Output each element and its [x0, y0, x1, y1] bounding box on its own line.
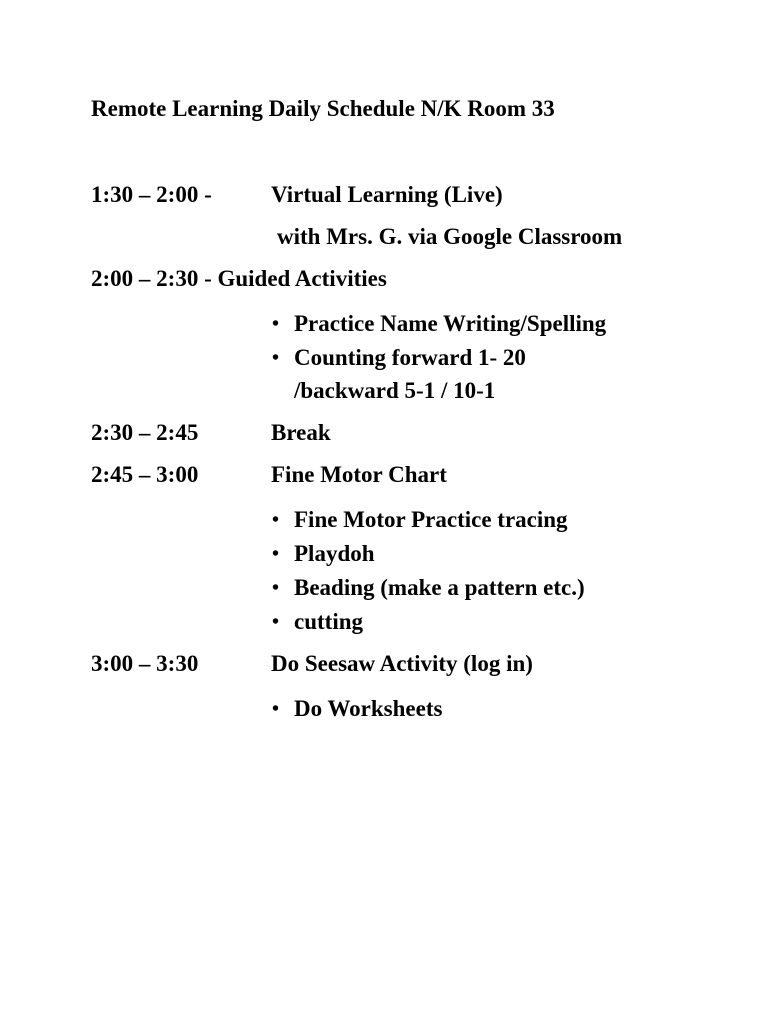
bullet-icon: • — [272, 313, 280, 335]
bullet-icon: • — [272, 347, 280, 369]
bullet-item: Playdoh — [294, 541, 375, 566]
activity-virtual-learning: Virtual Learning (Live) — [271, 182, 503, 207]
time-slot-1: 1:30 – 2:00 - — [91, 182, 212, 207]
bullet-icon: • — [272, 577, 280, 599]
bullet-item-continuation: /backward 5-1 / 10-1 — [294, 378, 496, 403]
page-title: Remote Learning Daily Schedule N/K Room 33 — [91, 96, 555, 121]
bullet-icon: • — [272, 543, 280, 565]
time-slot-3: 2:30 – 2:45 — [91, 420, 199, 445]
bullet-item: Counting forward 1- 20 — [294, 345, 526, 370]
activity-break: Break — [271, 420, 331, 445]
bullet-item: Fine Motor Practice tracing — [294, 507, 568, 532]
time-slot-4: 2:45 – 3:00 — [91, 462, 199, 487]
bullet-item: Do Worksheets — [294, 696, 443, 721]
time-slot-5: 3:00 – 3:30 — [91, 651, 199, 676]
bullet-icon: • — [272, 611, 280, 633]
bullet-item: Practice Name Writing/Spelling — [294, 311, 607, 336]
activity-fine-motor-chart: Fine Motor Chart — [271, 462, 447, 487]
time-slot-2-guided-activities: 2:00 – 2:30 - Guided Activities — [91, 266, 387, 291]
bullet-item: Beading (make a pattern etc.) — [294, 575, 585, 600]
bullet-icon: • — [272, 698, 280, 720]
bullet-icon: • — [272, 509, 280, 531]
bullet-item: cutting — [294, 609, 363, 634]
activity-detail: with Mrs. G. via Google Classroom — [277, 224, 623, 249]
activity-seesaw: Do Seesaw Activity (log in) — [271, 651, 533, 676]
